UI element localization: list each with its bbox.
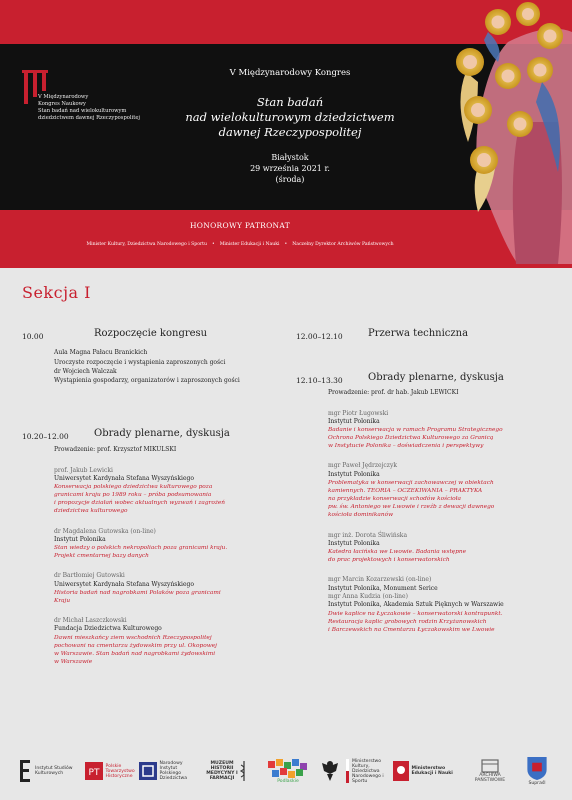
- block-heading: Obrady plenarne, dyskusja: [94, 428, 230, 439]
- topic-line: Kraju: [54, 598, 71, 605]
- block-heading: Obrady plenarne, dyskusja: [368, 372, 504, 383]
- logo-text: [38, 94, 148, 122]
- speaker-entry: [328, 593, 558, 634]
- topic-line: granicami kraju po 1989 roku – próba podsumowania: [54, 492, 212, 499]
- section-title: Sekcja I: [22, 283, 91, 302]
- speaker-name: prof. Jakub Lewicki: [54, 466, 113, 474]
- speaker-institution: Fundacja Dziedzictwa Kulturowego: [54, 625, 162, 633]
- topic-line: Stan wiedzy o polskich nekropoliach poza granicami kraju.: [54, 545, 228, 552]
- opening-agenda: [54, 348, 284, 385]
- partner-logo-text: Narodowy Instytut Polskiego Dziedzictwa: [159, 761, 188, 781]
- topic-line: Ochrona Polskiego Dziedzictwa Kulturowego za Granicą: [328, 435, 494, 442]
- speaker-entry: [328, 576, 558, 593]
- topic-line: kamiennych. TEORIA – OCZEKIWANIA – PRAKTYKA: [328, 488, 483, 495]
- speaker-topic: [328, 426, 558, 450]
- speaker-name: dr Magdalena Gutowska (on-line): [54, 527, 156, 535]
- topic-line: pw. św. Antoniego we Lwowie i rzeźb z dewacji dawnego: [328, 504, 495, 511]
- partner-logo: [262, 756, 314, 786]
- partner-logo: [318, 756, 342, 786]
- time-label: 12.10–13.30: [296, 376, 343, 385]
- speaker-entry: [54, 617, 284, 666]
- agenda-line: dr Wojciech Walczak: [54, 367, 117, 375]
- speaker-entry: [54, 572, 284, 605]
- speaker-name: mgr Anna Kudzia (on-line): [328, 592, 408, 600]
- speaker-name: mgr Piotr Ługowski: [328, 409, 389, 417]
- partner-logo: [18, 756, 76, 786]
- letter-e-icon: [19, 759, 31, 783]
- speaker-entry: [54, 528, 284, 561]
- speaker-topic: [54, 544, 284, 560]
- weekday: (środa): [275, 175, 305, 184]
- partner-logo: [346, 756, 392, 786]
- partner-logo-text: Ministerstwo Kultury, Dziedzictwa Narodowego i Sportu: [352, 758, 384, 784]
- caduceus-icon: [239, 760, 249, 782]
- speaker-name: dr Michał Laszczkowski: [54, 617, 127, 625]
- block-heading: Przerwa techniczna: [368, 328, 469, 339]
- time-label: 10.00: [22, 332, 44, 341]
- city: Białystok: [271, 153, 309, 162]
- place-and-date: [180, 152, 400, 185]
- speaker-institution: Instytut Polonika, Akademia Sztuk Pięknych w Warszawie: [328, 601, 504, 609]
- block-heading: Rozpoczęcie kongresu: [94, 328, 208, 339]
- plenary-block-1: [22, 430, 284, 666]
- topic-line: i Barczewskich na Cmentarzu Łyczakowskim we Lwowie: [328, 626, 495, 633]
- speaker-entry: [328, 462, 558, 519]
- logo-line: V Międzynarodowy: [38, 94, 89, 100]
- topic-line: kościoła dominikanów: [328, 512, 394, 519]
- congress-title: [180, 95, 400, 140]
- topic-line: Dwie kaplice na Łyczakowie – konserwatorski kontrapunkt.: [328, 610, 503, 617]
- time-label: 10.20–12.00: [22, 432, 69, 441]
- partner-logo-text: Instytut Studiów Kulturowych: [35, 766, 73, 776]
- speaker-institution: Instytut Polonika, Monument Serice: [328, 584, 438, 592]
- topic-line: Dawni mieszkańcy ziem wschodnich Rzeczypospolitej: [54, 634, 212, 641]
- agenda-line: Uroczyste rozpoczęcie i wystąpienia zaproszonych gości: [54, 358, 226, 366]
- honorary-patronage-list: [0, 242, 480, 247]
- patron-item: Naczelny Dyrektor Archiwów Państwowych: [292, 242, 394, 247]
- time-label: 12.00–12.10: [296, 332, 343, 341]
- partner-logo-text: ARCHIWA PAŃSTWOWE: [474, 773, 506, 783]
- podlaskie-icon: [268, 759, 308, 779]
- separator-dot: •: [211, 242, 215, 247]
- topic-line: Historia badań nad nagrobkami Polaków poza granicami: [54, 589, 221, 596]
- patron-item: Minister Edukacji i Nauki: [219, 242, 280, 247]
- speaker-institution: Uniwersytet Kardynała Stefana Wyszyńskiego: [54, 474, 194, 482]
- chair-line: Prowadzenie: prof. Krzysztof MIKULSKI: [54, 446, 177, 454]
- topic-line: Badanie i konserwacja w ramach Programu Strategicznego: [328, 427, 503, 434]
- honorary-patronage-heading: HONOROWY PATRONAT: [189, 221, 291, 230]
- break-block: [296, 328, 558, 341]
- chair-line: Prowadzenie: prof. dr hab. Jakub LEWICKI: [328, 389, 459, 397]
- partner-logo-text: Polskie Towarzystwo Historyczne: [105, 763, 135, 779]
- congress-label: V Międzynarodowy Kongres: [229, 68, 351, 78]
- speaker-name: dr Bartłomiej Gutowski: [54, 572, 125, 580]
- partner-logo: [138, 756, 196, 786]
- partner-logo: [520, 756, 554, 786]
- topic-line: do prac projektowych i konserwatorskich: [328, 557, 450, 564]
- logo-line: Kongres Naukowy: [38, 101, 86, 107]
- topic-line: Restauracja kaplic grobowych rodzin Krzyżanowskich: [328, 618, 487, 625]
- partner-logo: [202, 756, 252, 786]
- agenda-line: Aula Magna Pałacu Branickich: [54, 349, 148, 357]
- separator-dot: •: [284, 242, 288, 247]
- speaker-name: mgr Marcin Kozarzewski (on-line): [328, 576, 432, 584]
- topic-line: pochowani na cmentarzu żydowskim przy ul. Okopowej: [54, 642, 217, 649]
- opening-block: [22, 330, 284, 385]
- eagle-emblem-icon: [320, 759, 340, 783]
- agenda-line: Wystąpienia gospodarzy, organizatorów i zaproszonych gości: [54, 377, 240, 385]
- speaker-institution: Instytut Polonika: [328, 470, 380, 478]
- speaker-topic: [328, 479, 558, 519]
- title-line: Stan badań: [256, 95, 324, 109]
- flag-bar-icon: [346, 759, 349, 783]
- speaker-topic: [328, 610, 558, 634]
- topic-line: Katedra łacińska we Lwowie. Badania wstępne: [328, 549, 467, 556]
- partner-logo-text: Ministerstwo Edukacji i Nauki: [411, 766, 453, 776]
- title-line: nad wielokulturowym dziedzictwem: [185, 110, 395, 124]
- partner-logos: [0, 748, 572, 800]
- svg-text:PT: PT: [88, 768, 99, 778]
- topic-line: Problematyka w konserwacji zachowawczej w obiektach: [328, 480, 494, 487]
- topic-line: dziedzictwa kulturowego: [54, 508, 128, 515]
- topic-line: na przykładzie konserwacji schodów kościoła: [328, 496, 462, 503]
- partner-logo-text: Podlaskie: [277, 778, 299, 784]
- speaker-institution: Instytut Polonika: [328, 539, 380, 547]
- topic-line: Konserwacja polskiego dziedzictwa kulturowego poza: [54, 484, 213, 491]
- speaker-topic: [54, 483, 284, 515]
- speaker-institution: Uniwersytet Kardynała Stefana Wyszyńskiego: [54, 580, 194, 588]
- logo-line: Stan badań nad wielokulturowym: [38, 108, 127, 114]
- title-line: dawnej Rzeczypospolitej: [218, 125, 362, 139]
- nid-icon: [139, 762, 157, 780]
- partner-logo-text: MUZEUM HISTORII MEDYCYNY I FARMACJI: [206, 761, 238, 781]
- partner-logo-text: Supraśl: [528, 781, 546, 786]
- speaker-institution: Instytut Polonika: [54, 535, 106, 543]
- speaker-entry: [54, 467, 284, 516]
- pth-icon: [85, 762, 103, 780]
- patron-item: Minister Kultury, Dziedzictwa Narodowego i Sportu: [86, 242, 207, 247]
- topic-line: w Warszawie: [54, 659, 93, 665]
- archive-icon: [481, 759, 499, 773]
- speaker-topic: [328, 548, 558, 564]
- speaker-name: mgr Paweł Jędrzejczyk: [328, 462, 397, 470]
- date: 29 września 2021 r.: [250, 164, 330, 173]
- topic-line: i propozycje działań wobec aktualnych wyzwań i zagrożeń: [54, 500, 226, 507]
- speaker-topic: [54, 634, 284, 666]
- suprasl-crest-icon: [526, 756, 548, 781]
- topic-line: w Instytucie Polonika – doświadczenia i perspektywy: [328, 443, 484, 450]
- men-emblem-icon: [393, 761, 409, 781]
- partner-logo: [84, 756, 134, 786]
- topic-line: Projekt cmentarnej bazy danych: [54, 553, 149, 560]
- partner-logo: [392, 756, 458, 786]
- topic-line: w Warszawie. Stan badań nad nagrobkami żydowskimi: [54, 650, 216, 657]
- speaker-institution: Instytut Polonika: [328, 417, 380, 425]
- speaker-topic: [54, 589, 284, 605]
- plenary-block-2: [296, 374, 558, 634]
- speaker-name: mgr inż. Dorota Śliwińska: [328, 531, 408, 539]
- logo-line: dziedzictwem dawnej Rzeczypospolitej: [38, 115, 140, 121]
- partner-logo: [468, 756, 512, 786]
- speaker-entry: [328, 532, 558, 565]
- speaker-entry: [328, 410, 558, 451]
